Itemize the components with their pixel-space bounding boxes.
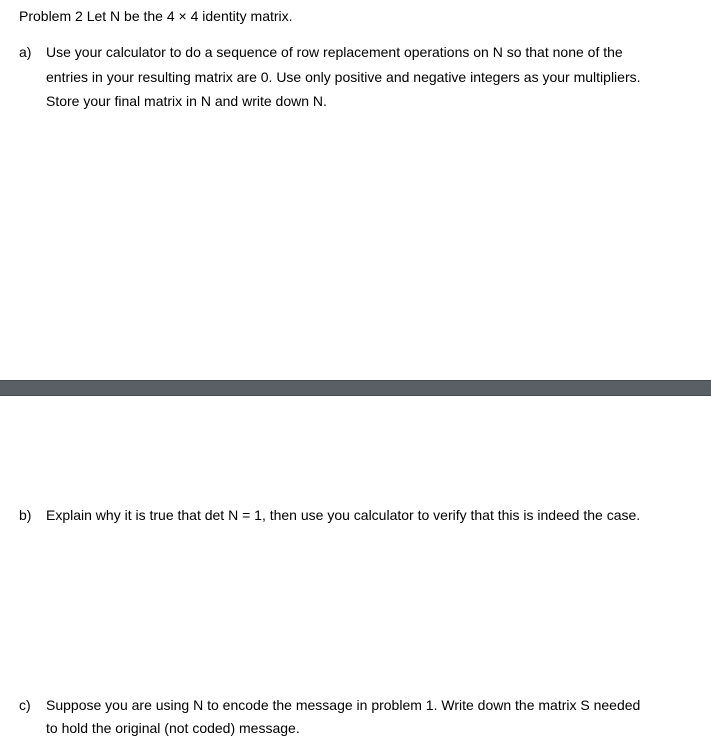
part-a-label: a) [19,44,32,60]
page-bottom [0,396,711,742]
part-b-label: b) [19,507,32,523]
part-c-line-2: to hold the original (not coded) message. [46,720,300,736]
part-c-line-1: Suppose you are using N to encode the message in problem 1. Write down the matrix S needed [46,697,641,713]
part-a-line-1: Use your calculator to do a sequence of row replacement operations on N so that none of the [46,44,623,60]
part-a-line-3: Store your final matrix in N and write down N. [46,93,327,109]
part-c-label: c) [19,697,31,713]
part-a-line-2: entries in your resulting matrix are 0. Use only positive and negative integers as your multipliers. [46,69,641,85]
part-b-text: Explain why it is true that det N = 1, then use you calculator to verify that this is indeed the case. [46,507,641,523]
problem-heading: Problem 2 Let N be the 4 × 4 identity matrix. [19,8,293,24]
page-divider [0,380,711,396]
